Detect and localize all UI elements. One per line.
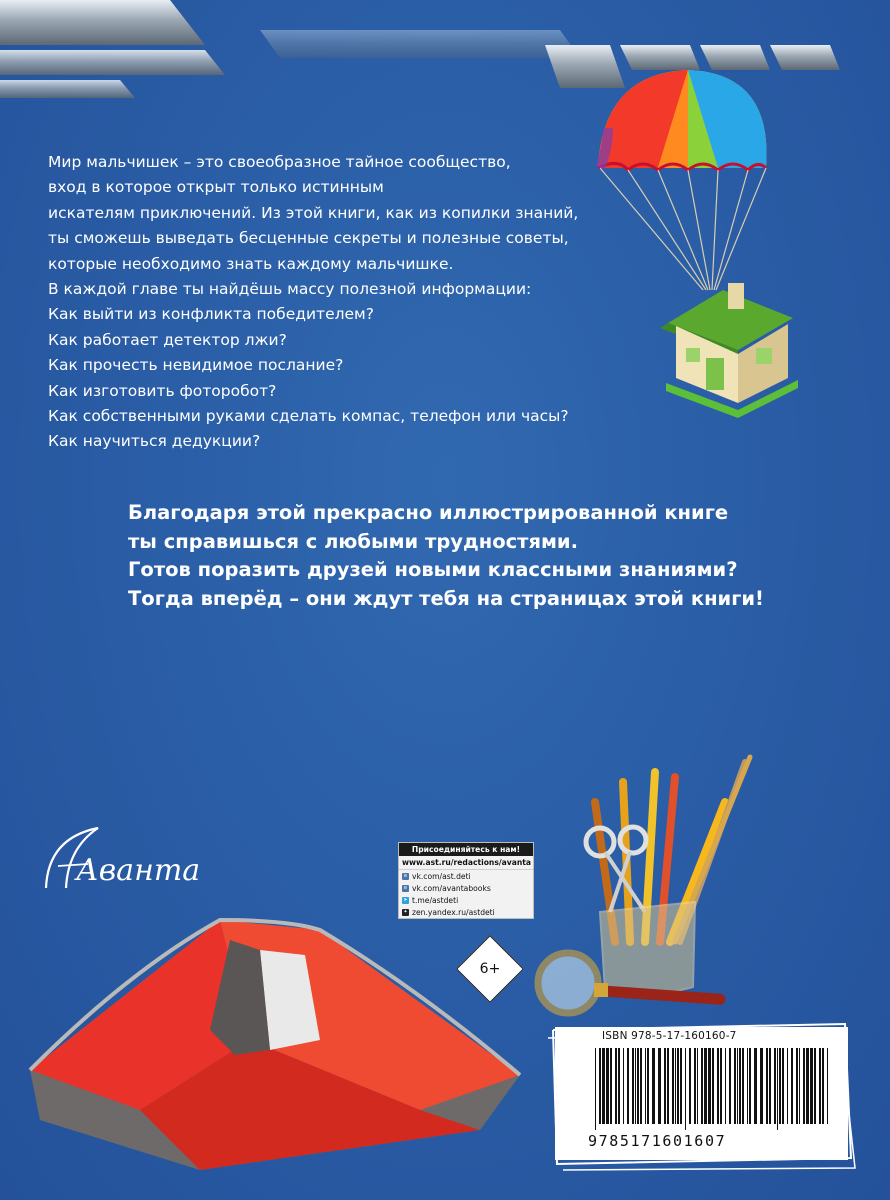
barcode-bar <box>708 1048 711 1124</box>
callout-line: Тогда вперёд – они ждут тебя на страницах этой книги! <box>128 586 764 610</box>
question-line: Как работает детектор лжи? <box>48 330 287 349</box>
barcode-bar <box>774 1048 776 1124</box>
barcode-bar <box>819 1048 821 1124</box>
vk-icon: в <box>402 885 409 892</box>
publisher-site[interactable]: www.ast.ru/redactions/avanta <box>399 856 533 870</box>
zen-icon: ✦ <box>403 908 408 915</box>
intro-line: Мир мальчишек – это своеобразное тайное сообщество, <box>48 153 511 171</box>
barcode-bar <box>799 1048 800 1124</box>
social-link[interactable]: в vk.com/ast.deti <box>399 870 533 882</box>
barcode-bar <box>599 1048 601 1124</box>
barcode-bar <box>720 1048 722 1124</box>
isbn-label: ISBN 978-5-17-160160-7 <box>602 1030 737 1042</box>
barcode-bar <box>717 1048 719 1124</box>
barcode-bar <box>777 1048 778 1130</box>
barcode-bar <box>647 1048 649 1124</box>
barcode-bar <box>615 1048 617 1124</box>
barcode-bar <box>734 1048 736 1124</box>
barcode-bar <box>712 1048 714 1124</box>
barcode-bar <box>627 1048 629 1124</box>
barcode-bar <box>680 1048 682 1124</box>
intro-line: В каждой главе ты найдёшь массу полезной информации: <box>48 280 532 299</box>
barcode-bar <box>766 1048 768 1124</box>
callout-line: Благодаря этой прекрасно иллюстрированной книге <box>128 501 729 524</box>
publisher-logo-text: Аванта <box>76 853 200 888</box>
social-header: Присоединяйтесь к нам! <box>399 843 533 856</box>
barcode-bar <box>689 1048 691 1124</box>
barcode-bar <box>595 1048 596 1130</box>
callout-line: ты справишься с любыми трудностями. <box>128 529 578 553</box>
barcode-bar <box>760 1048 763 1124</box>
barcode-bar <box>754 1048 757 1124</box>
barcode-bar <box>623 1048 624 1124</box>
question-line: Как изготовить фоторобот? <box>48 381 277 400</box>
barcode-bar <box>610 1048 612 1124</box>
barcode-bar <box>749 1048 751 1124</box>
barcode-bar <box>729 1048 731 1124</box>
barcode-bar <box>606 1048 609 1124</box>
barcode-bar <box>645 1048 646 1124</box>
barcode-bar <box>632 1048 634 1124</box>
intro-line: которые необходимо знать каждому мальчишке. <box>48 254 454 273</box>
barcode-bar <box>652 1048 655 1124</box>
question-line: Как выйти из конфликта победителем? <box>48 305 374 324</box>
barcode-bar <box>782 1048 784 1124</box>
barcode-bar <box>667 1048 669 1124</box>
barcode-bar <box>737 1048 738 1124</box>
intro-line: ты сможешь выведать бесценные секреты и полезные советы, <box>48 229 569 248</box>
barcode-bar <box>747 1048 748 1124</box>
barcode-bar <box>725 1048 726 1124</box>
barcode-bar <box>814 1048 816 1124</box>
barcode-bar <box>694 1048 696 1124</box>
barcode-number: 9785171601607 <box>588 1132 727 1150</box>
barcode-bar <box>787 1048 788 1124</box>
barcode-bar <box>675 1048 676 1124</box>
barcode-bar <box>704 1048 707 1124</box>
barcode-bar <box>618 1048 620 1124</box>
vk-icon: в <box>402 873 409 880</box>
barcode-bar <box>602 1048 605 1124</box>
question-line: Как научиться дедукции? <box>48 432 261 451</box>
barcode-bar <box>779 1048 781 1124</box>
social-link[interactable]: ✦ zen.yandex.ru/astdeti <box>403 907 495 917</box>
barcode-bar <box>827 1048 828 1124</box>
intro-line: вход в которое открыт только истинным <box>48 178 384 197</box>
social-link[interactable]: ➤ t.me/astdeti <box>403 895 459 905</box>
barcode-bar <box>672 1048 674 1124</box>
question-line: Как прочесть невидимое послание? <box>48 356 344 375</box>
barcode-bar <box>685 1048 686 1130</box>
barcode-bar <box>701 1048 703 1124</box>
barcode <box>593 1048 833 1130</box>
barcode-bar <box>769 1048 771 1124</box>
barcode-bar <box>796 1048 798 1124</box>
barcode-bar <box>664 1048 666 1124</box>
age-rating-label: 6+ <box>479 961 501 977</box>
telegram-icon: ➤ <box>403 896 408 903</box>
barcode-bar <box>697 1048 698 1124</box>
barcode-bar <box>658 1048 661 1124</box>
barcode-bar <box>791 1048 793 1124</box>
intro-text <box>48 150 668 455</box>
question-line: Как собственными руками сделать компас, телефон или часы? <box>48 407 569 426</box>
callout-line: Готов поразить друзей новыми классными знаниями? <box>128 558 738 582</box>
barcode-bar <box>635 1048 636 1124</box>
social-link[interactable]: в vk.com/avantabooks <box>399 882 533 894</box>
barcode-bar <box>742 1048 744 1124</box>
barcode-bar <box>637 1048 639 1124</box>
intro-line: искателям приключений. Из этой книги, как из копилки знаний, <box>48 203 579 222</box>
barcode-bar <box>640 1048 642 1124</box>
barcode-bar <box>739 1048 741 1124</box>
tent-illustration <box>20 880 540 1180</box>
barcode-bar <box>806 1048 809 1124</box>
barcode-bar <box>803 1048 805 1124</box>
callout-text <box>128 499 828 613</box>
barcode-bar <box>810 1048 813 1124</box>
barcode-bar <box>677 1048 679 1124</box>
barcode-bar <box>822 1048 824 1124</box>
